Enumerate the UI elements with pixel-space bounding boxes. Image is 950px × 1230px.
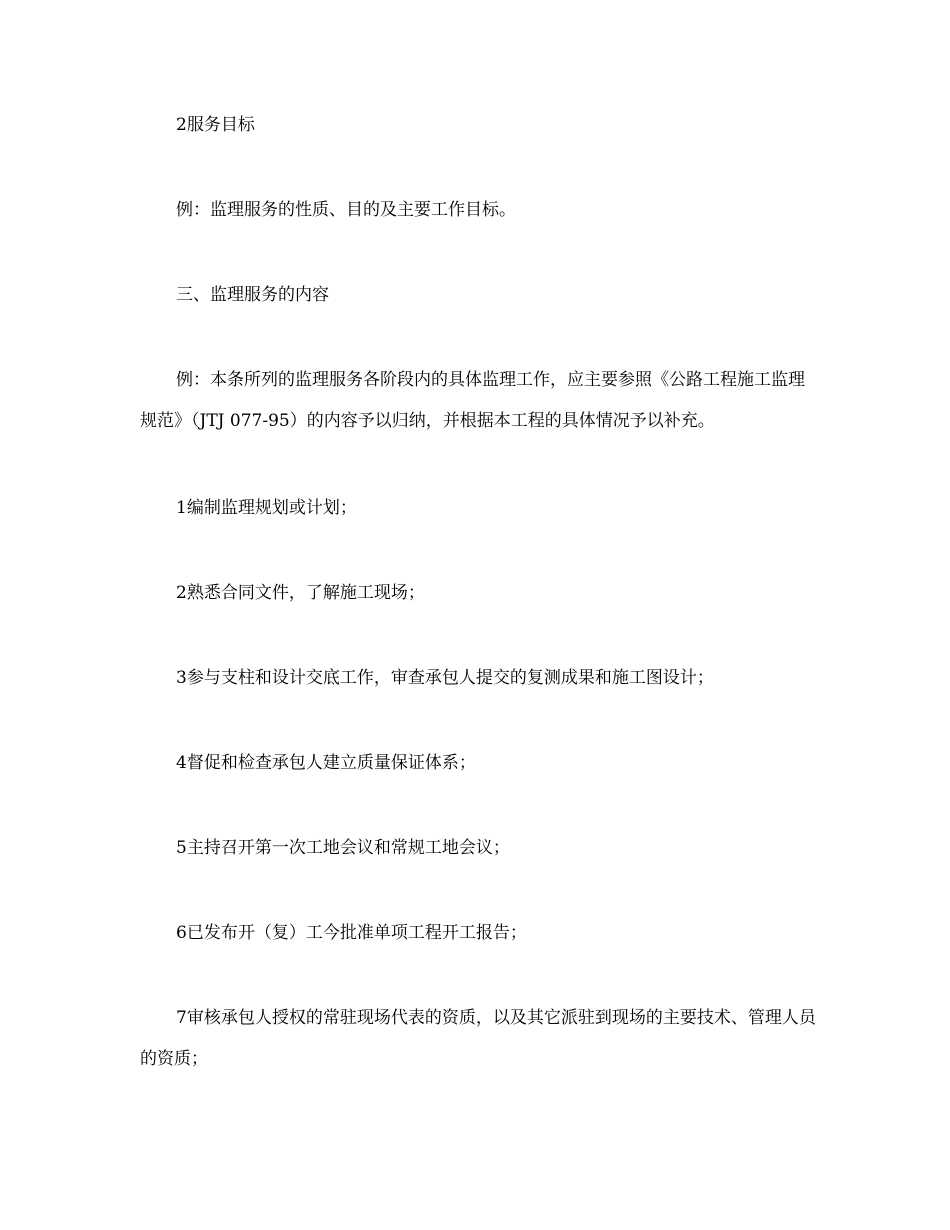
list-item-3: 3参与支柱和设计交底工作，审查承包人提交的复测成果和施工图设计； bbox=[176, 668, 714, 688]
paragraph-scope-example: 例：本条所列的监理服务各阶段内的具体监理工作，应主要参照《公路工程施工监理规范》（JTJ 077-95）的内容予以归纳，并根据本工程的具体情况予以补充。 bbox=[140, 370, 805, 431]
list-item-6: 6已发布开（复）工今批准单项工程开工报告； bbox=[176, 923, 527, 943]
list-item-7: 7审核承包人授权的常驻现场代表的资质，以及其它派驻到现场的主要技术、管理人员的资质； bbox=[140, 1008, 816, 1069]
paragraph-service-goal-example: 例：监理服务的性质、目的及主要工作目标。 bbox=[176, 200, 516, 220]
paragraph-service-goal-heading: 2服务目标 bbox=[176, 115, 255, 135]
list-item-1: 1编制监理规划或计划； bbox=[176, 498, 357, 518]
list-item-4: 4督促和检查承包人建立质量保证体系； bbox=[176, 753, 476, 773]
paragraph-section-three-heading: 三、监理服务的内容 bbox=[176, 285, 329, 305]
list-item-5: 5主持召开第一次工地会议和常规工地会议； bbox=[176, 838, 510, 858]
list-item-2: 2熟悉合同文件，了解施工现场； bbox=[176, 583, 425, 603]
